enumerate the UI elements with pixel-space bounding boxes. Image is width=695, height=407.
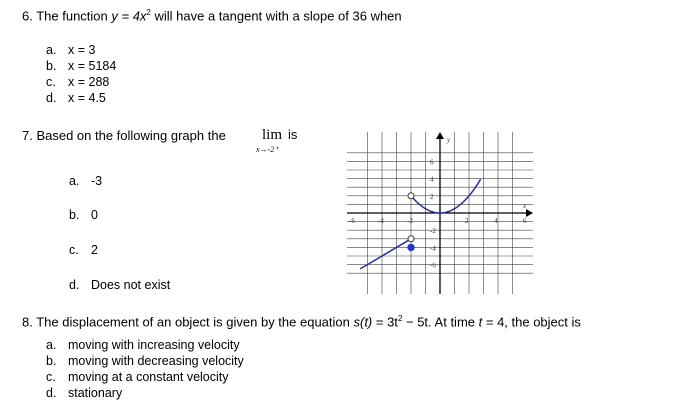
y-tick-label: 4 [430, 175, 434, 184]
x-tick-label: 2 [465, 217, 469, 225]
limit-subscript: x→-2⁺ [256, 145, 279, 154]
y-tick-label: 2 [430, 192, 434, 201]
q8-option-a[interactable]: a. moving with increasing velocity [46, 338, 240, 352]
y-axis-label: y [447, 136, 451, 144]
function-graph [345, 130, 535, 296]
y-tick-label: -6 [430, 261, 436, 270]
y-axis-arrow [436, 132, 444, 139]
filled-point [408, 244, 414, 250]
x-tick-label: 4 [494, 217, 498, 225]
q6-stem: 6. The function $y = 4x^2$ will have a tangent with a slope of 36 when [22, 8, 402, 24]
y-tick-label: 6 [430, 158, 434, 167]
q7-option-a[interactable]: a. -3 [69, 174, 103, 188]
open-point [408, 193, 414, 199]
x-axis-label: x [523, 202, 527, 210]
y-tick-label: -4 [430, 244, 436, 253]
x-tick-label: 6 [523, 217, 527, 225]
q8-option-d[interactable]: d. stationary [46, 386, 123, 400]
q8-stem: 8. The displacement of an object is given by the equation $s(t) = 3t^2 - 5t$. At time t = 4, the object is [22, 314, 581, 330]
x-axis-arrow [526, 209, 533, 217]
limit-word: lim [262, 127, 283, 143]
graph-parabola [411, 179, 481, 213]
y-tick-label: -2 [430, 227, 436, 236]
q7-option-d[interactable]: d. Does not exist [69, 278, 171, 292]
q7-stem: 7. Based on the following graph the [22, 128, 226, 143]
q6-option-b[interactable]: b. x = 5184 [46, 59, 117, 73]
q6-option-a[interactable]: a. x = 3 [46, 43, 96, 57]
x-tick-label: -2 [407, 217, 413, 225]
q7-stem-suffix: is [288, 127, 298, 142]
x-tick-label: -4 [378, 217, 384, 225]
q6-option-d[interactable]: d. x = 4.5 [46, 91, 106, 105]
q7-option-b[interactable]: b. 0 [69, 208, 98, 222]
open-point [408, 236, 414, 242]
q7-option-c[interactable]: c. 2 [69, 243, 98, 257]
q8-option-b[interactable]: b. moving with decreasing velocity [46, 354, 244, 368]
q8-option-c[interactable]: c. moving at a constant velocity [46, 370, 229, 384]
graph-tick-labels [349, 136, 527, 270]
q6-option-c[interactable]: c. x = 288 [46, 75, 110, 89]
x-tick-label: -6 [349, 217, 355, 225]
